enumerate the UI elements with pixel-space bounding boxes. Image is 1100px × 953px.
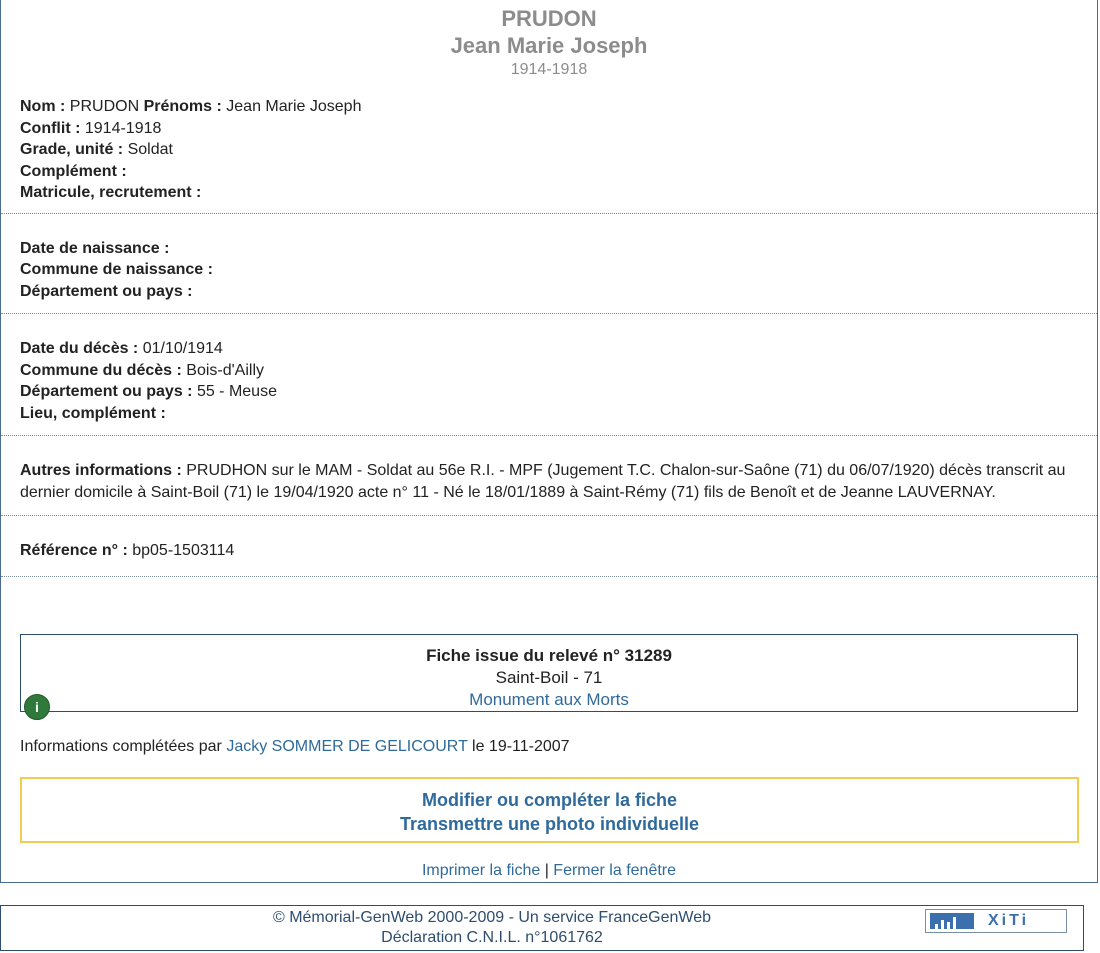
completed-by xyxy=(20,738,570,756)
source-title: Fiche issue du relevé n° 31289 xyxy=(426,646,672,665)
death-date-row xyxy=(20,338,1078,360)
source-box xyxy=(20,634,1078,715)
footer xyxy=(0,905,1084,951)
bar-chart-icon xyxy=(930,913,974,929)
birth-date-label: Date de naissance : xyxy=(20,239,170,257)
nom-label: Nom : xyxy=(20,98,66,115)
send-photo-link[interactable]: Transmettre une photo individuelle xyxy=(399,814,700,834)
modify-record-link[interactable]: Modifier ou compléter la fiche xyxy=(421,790,678,810)
prenoms-label: Prénoms : xyxy=(143,98,222,115)
death-dept-value: 55 - Meuse xyxy=(196,383,277,400)
completed-date: le 19-11-2007 xyxy=(472,738,570,755)
xiti-label: XiTi xyxy=(988,912,1030,929)
record-header xyxy=(1,0,1097,80)
close-window-link[interactable]: Fermer la fenêtre xyxy=(553,862,677,879)
conflit-label: Conflit : xyxy=(20,119,81,137)
reference-section xyxy=(1,516,1097,576)
death-dept-row xyxy=(20,381,1078,403)
prenoms-value: Jean Marie Joseph xyxy=(226,98,362,115)
other-info-value: PRUDHON sur le MAM - Soldat au 56e R.I. - MPF (Jugement T.C. Chalon-sur-Saône (71) du 06/07/1920) décès transcrit au dernier domicile à Saint-Boil (71) le 19/04/1920 acte n° 11 - Né le 18/01/1889 à Saint-Rémy (71) fils de Benoît et de Jeanne LAUVERNAY. xyxy=(20,462,1066,501)
grade-label: Grade, unité : xyxy=(20,141,124,158)
death-commune-label: Commune du décès : xyxy=(20,361,182,379)
death-section xyxy=(1,314,1097,435)
death-lieu-label: Lieu, complément : xyxy=(20,404,166,422)
print-link[interactable]: Imprimer la fiche xyxy=(421,862,541,879)
completed-prefix: Informations complétées par xyxy=(20,738,222,755)
grade-value: Soldat xyxy=(127,141,173,158)
death-dept-label: Département ou pays : xyxy=(20,383,193,400)
author-link[interactable]: Jacky SOMMER DE GELICOURT xyxy=(226,738,468,755)
period-subtitle: 1914-1918 xyxy=(510,61,588,78)
grade-row xyxy=(20,139,1078,161)
reference-label: Référence n° : xyxy=(20,542,128,559)
divider xyxy=(1,576,1097,577)
print-close-bar xyxy=(1,862,1097,880)
death-date-value: 01/10/1914 xyxy=(142,340,223,357)
birth-dept-label: Département ou pays : xyxy=(20,282,193,300)
complement-row xyxy=(20,161,1078,183)
surname-title: PRUDON xyxy=(501,6,597,31)
edit-actions-box xyxy=(20,777,1079,843)
death-commune-value: Bois-d'Ailly xyxy=(186,361,265,379)
info-icon[interactable]: i xyxy=(24,694,50,720)
birth-section xyxy=(1,214,1097,314)
nom-row xyxy=(20,96,1078,118)
footer-copyright: © Mémorial-GenWeb 2000-2009 - Un service FranceGenWeb xyxy=(272,909,712,926)
conflit-value: 1914-1918 xyxy=(84,119,162,137)
other-info-label: Autres informations : xyxy=(20,462,182,479)
death-commune-row xyxy=(20,360,1078,382)
conflit-row xyxy=(20,118,1078,140)
footer-cnil: Déclaration C.N.I.L. n°1061762 xyxy=(381,929,603,946)
nom-value: PRUDON xyxy=(69,98,140,115)
birth-commune-label: Commune de naissance : xyxy=(20,261,213,278)
matricule-row xyxy=(20,182,1078,204)
other-info-section xyxy=(1,436,1097,515)
matricule-label: Matricule, recrutement : xyxy=(20,184,202,201)
monument-link[interactable]: Monument aux Morts xyxy=(469,690,629,709)
death-date-label: Date du décès : xyxy=(20,340,139,357)
complement-label: Complément : xyxy=(20,162,127,180)
identity-section xyxy=(1,80,1097,213)
death-lieu-row xyxy=(20,403,1078,425)
xiti-badge[interactable] xyxy=(925,909,1067,933)
link-separator: | xyxy=(544,862,549,879)
source-place: Saint-Boil - 71 xyxy=(495,668,603,687)
reference-value: bp05-1503114 xyxy=(132,542,235,559)
given-names-title: Jean Marie Joseph xyxy=(450,33,648,58)
